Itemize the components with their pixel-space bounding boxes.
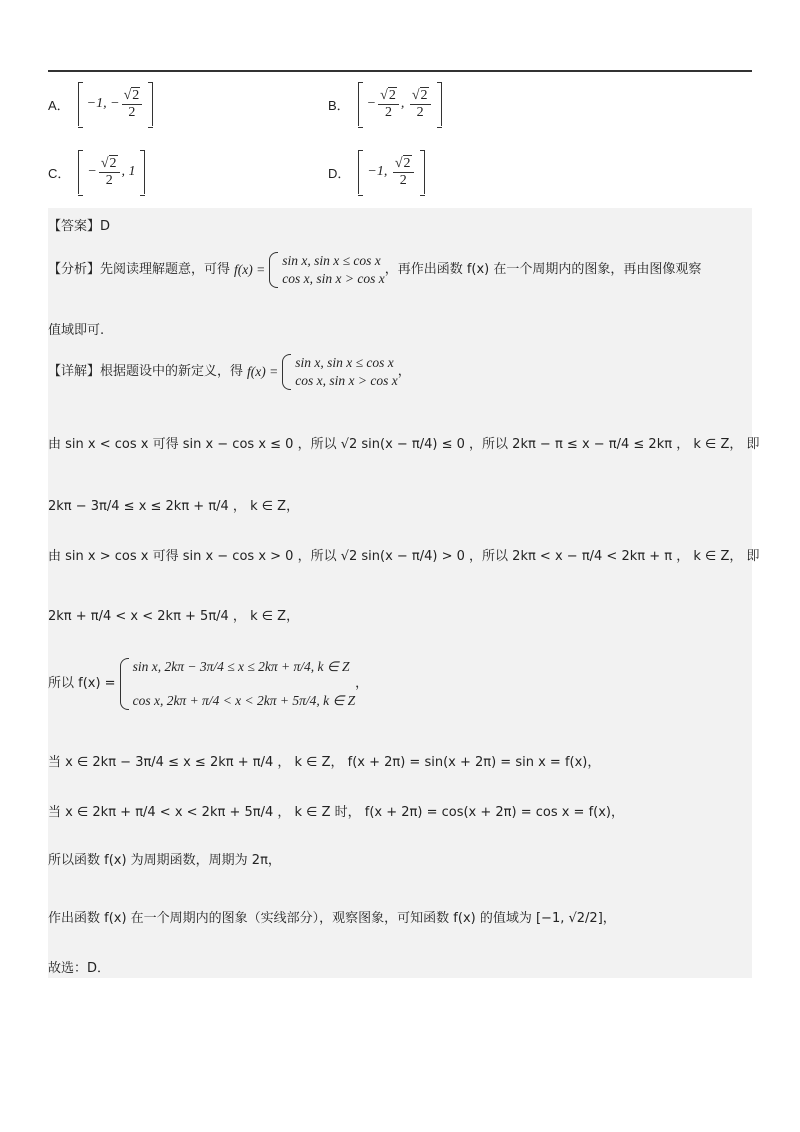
- analysis-continuation: 值域即可.: [48, 323, 105, 338]
- top-rule: [48, 70, 752, 72]
- detail-piecewise: [282, 354, 397, 390]
- analysis-fx: f(x) =: [234, 262, 266, 277]
- choice-c[interactable]: [48, 150, 145, 194]
- solution-panel: [48, 208, 760, 978]
- detail-comma: ，: [397, 364, 411, 379]
- analysis-piecewise: [269, 252, 384, 288]
- choice-b-interval: − $\frac{√2}{2}$ , $\frac{√2}{2}$: [358, 82, 442, 126]
- solution-line-10: 故选：D．: [48, 961, 111, 976]
- analysis-case-1: sin x, sin x ≤ cos x: [282, 253, 381, 268]
- solution-line-7: 当 x ∈ 2kπ + π/4 < x < 2kπ + 5π/4 ， k ∈ Z 时， f(x + 2π) = cos(x + 2π) = cos x = f(x)，: [48, 805, 624, 820]
- solution-line-2: 2kπ − 3π/4 ≤ x ≤ 2kπ + π/4 ， k ∈ Z，: [48, 499, 300, 514]
- choice-a-interval: −1, − $\frac{√2}{2}$: [78, 82, 154, 126]
- solution-line-8: 所以函数 f(x) 为周期函数，周期为 2π，: [48, 853, 281, 868]
- detail-prefix: 【详解】根据题设中的新定义，得: [48, 364, 244, 379]
- answer-line: 【答案】D: [48, 219, 111, 234]
- detail-fx: f(x) =: [247, 364, 279, 379]
- analysis-prefix: 【分析】先阅读理解题意，可得: [48, 262, 231, 277]
- choice-d-interval: −1, $\frac{√2}{2}$: [358, 150, 424, 194]
- choice-d-label: D．: [328, 165, 351, 181]
- detail-case-1: sin x, sin x ≤ cos x: [295, 355, 394, 370]
- l5-prefix: 所以 f(x) =: [48, 676, 116, 691]
- solution-line-6: 当 x ∈ 2kπ − 3π/4 ≤ x ≤ 2kπ + π/4 ， k ∈ Z， f(x + 2π) = sin(x + 2π) = sin x = f(x)，: [48, 755, 601, 770]
- solution-line-4: 2kπ + π/4 < x < 2kπ + 5π/4 ， k ∈ Z，: [48, 609, 300, 624]
- l5-piecewise: [120, 658, 356, 710]
- choice-c-label: C．: [48, 165, 71, 181]
- choice-c-interval: − $\frac{√2}{2}$ , 1: [78, 150, 144, 194]
- left-brace-icon: [269, 252, 278, 288]
- solution-line-1: 由 sin x < cos x 可得 sin x − cos x ≤ 0 ，所以 √2 sin(x − π/4) ≤ 0 ，所以 2kπ − π ≤ x − π/4 ≤ 2kπ ， k ∈ Z， 即: [48, 437, 760, 452]
- left-brace-icon: [120, 658, 129, 710]
- choice-b-label: B．: [328, 97, 350, 113]
- solution-line-5: 所以 f(x) = sin x, 2kπ − 3π/4 ≤ x ≤ 2kπ + π/4, k ∈ Z cos x, 2kπ + π/4 < x < 2kπ + 5π/4, k ∈ Z ，: [48, 659, 369, 708]
- detail-line: [48, 350, 752, 394]
- choice-b[interactable]: [328, 82, 442, 126]
- choice-a-label: A．: [48, 97, 70, 113]
- solution-line-9: 作出函数 f(x) 在一个周期内的图象（实线部分），观察图象，可知函数 f(x) 的值域为 [−1, √2/2]，: [48, 911, 616, 926]
- l5-case-2: cos x, 2kπ + π/4 < x < 2kπ + 5π/4, k ∈ Z: [132, 693, 356, 708]
- left-brace-icon: [282, 354, 291, 390]
- analysis-suffix: ，再作出函数 f(x) 在一个周期内的图象，再由图像观察: [384, 262, 702, 277]
- solution-line-3: 由 sin x > cos x 可得 sin x − cos x > 0 ，所以 √2 sin(x − π/4) > 0 ，所以 2kπ < x − π/4 < 2kπ + π ， k ∈ Z， 即: [48, 549, 760, 564]
- analysis-case-2: cos x, sin x > cos x: [282, 271, 385, 286]
- analysis-line: [48, 248, 752, 292]
- detail-case-2: cos x, sin x > cos x: [295, 373, 398, 388]
- choice-a[interactable]: [48, 82, 153, 126]
- choice-d[interactable]: [328, 150, 425, 194]
- l5-case-1: sin x, 2kπ − 3π/4 ≤ x ≤ 2kπ + π/4, k ∈ Z: [132, 659, 350, 674]
